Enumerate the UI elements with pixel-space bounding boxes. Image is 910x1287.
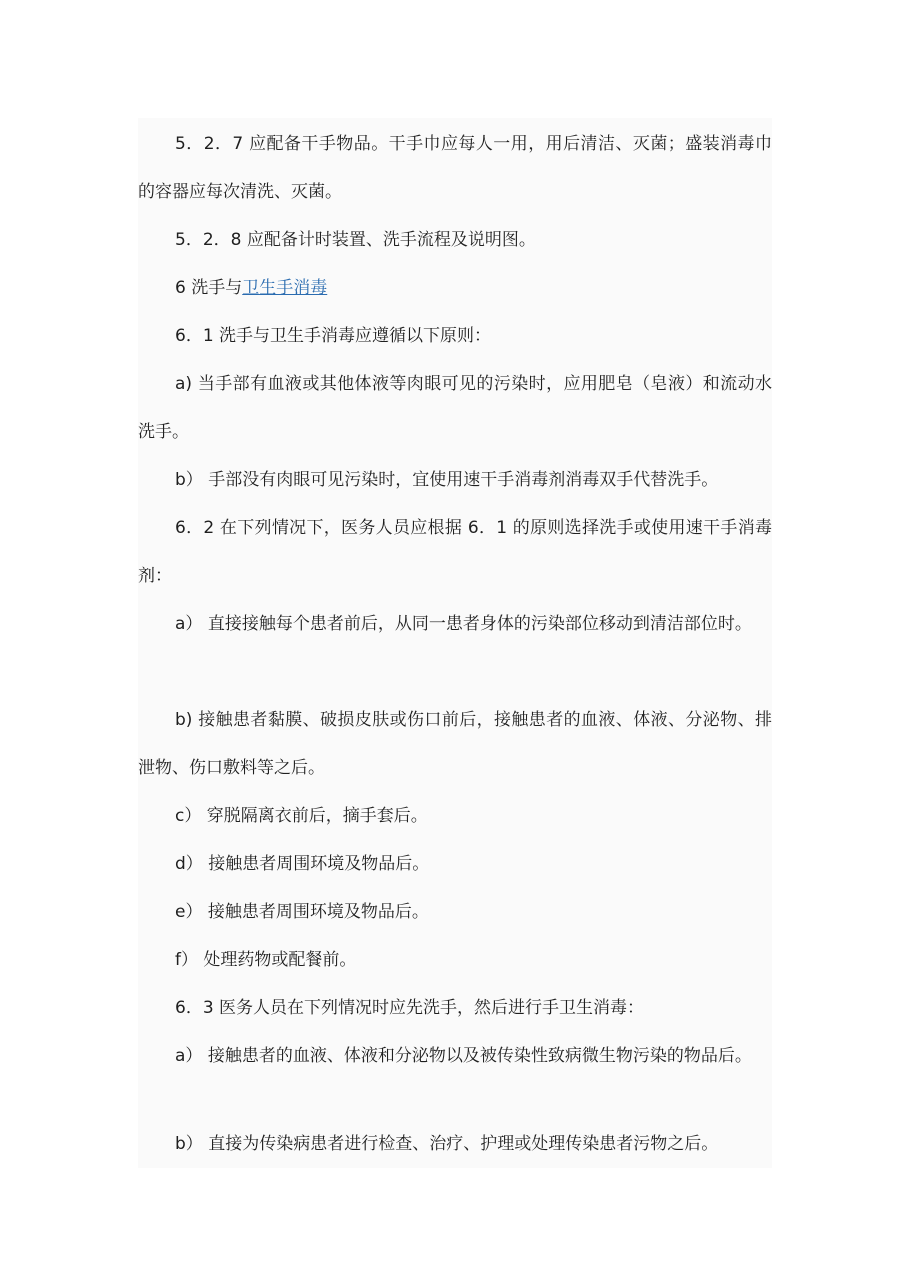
paragraph-6-3-b: b） 直接为传染病患者进行检查、治疗、护理或处理传染患者污物之后。 [175, 1134, 719, 1154]
paragraph-5-2-7: 5．2．7 应配备干手物品。干手巾应每人一用，用后清洁、灭菌；盛装消毒巾的容器应每次清洗、灭菌。 [138, 134, 772, 202]
paragraph-6-2-c: c） 穿脱隔离衣前后，摘手套后。 [175, 806, 428, 826]
paragraph-6-1-b: b） 手部没有肉眼可见污染时，宜使用速干手消毒剂消毒双手代替洗手。 [175, 470, 719, 490]
section-heading-6 [138, 264, 772, 312]
paragraph-6-2-b: b) 接触患者黏膜、破损皮肤或伤口前后，接触患者的血液、体液、分泌物、排泄物、伤口敷料等之后。 [138, 710, 772, 778]
paragraph-6-2-f: f） 处理药物或配餐前。 [175, 950, 357, 970]
document-page [138, 118, 772, 1168]
paragraph-6-3-a: a） 接触患者的血液、体液和分泌物以及被传染性致病微生物污染的物品后。 [175, 1046, 752, 1066]
paragraph-6-2-a: a） 直接接触每个患者前后，从同一患者身体的污染部位移动到清洁部位时。 [175, 614, 752, 634]
hand-disinfection-link[interactable]: 卫生手消毒 [242, 278, 328, 298]
heading-prefix: 6 洗手与 [175, 278, 243, 298]
paragraph-6-3: 6．3 医务人员在下列情况时应先洗手，然后进行手卫生消毒： [175, 998, 645, 1018]
paragraph-6-1: 6．1 洗手与卫生手消毒应遵循以下原则： [175, 326, 492, 346]
paragraph-6-1-a: a) 当手部有血液或其他体液等肉眼可见的污染时，应用肥皂（皂液）和流动水洗手。 [138, 374, 772, 442]
paragraph-6-2-e: e） 接触患者周围环境及物品后。 [175, 902, 429, 922]
paragraph-6-2-d: d） 接触患者周围环境及物品后。 [175, 854, 430, 874]
paragraph-6-2: 6．2 在下列情况下，医务人员应根据 6．1 的原则选择洗手或使用速干手消毒剂： [138, 518, 772, 586]
paragraph-5-2-8: 5．2．8 应配备计时装置、洗手流程及说明图。 [175, 230, 536, 250]
